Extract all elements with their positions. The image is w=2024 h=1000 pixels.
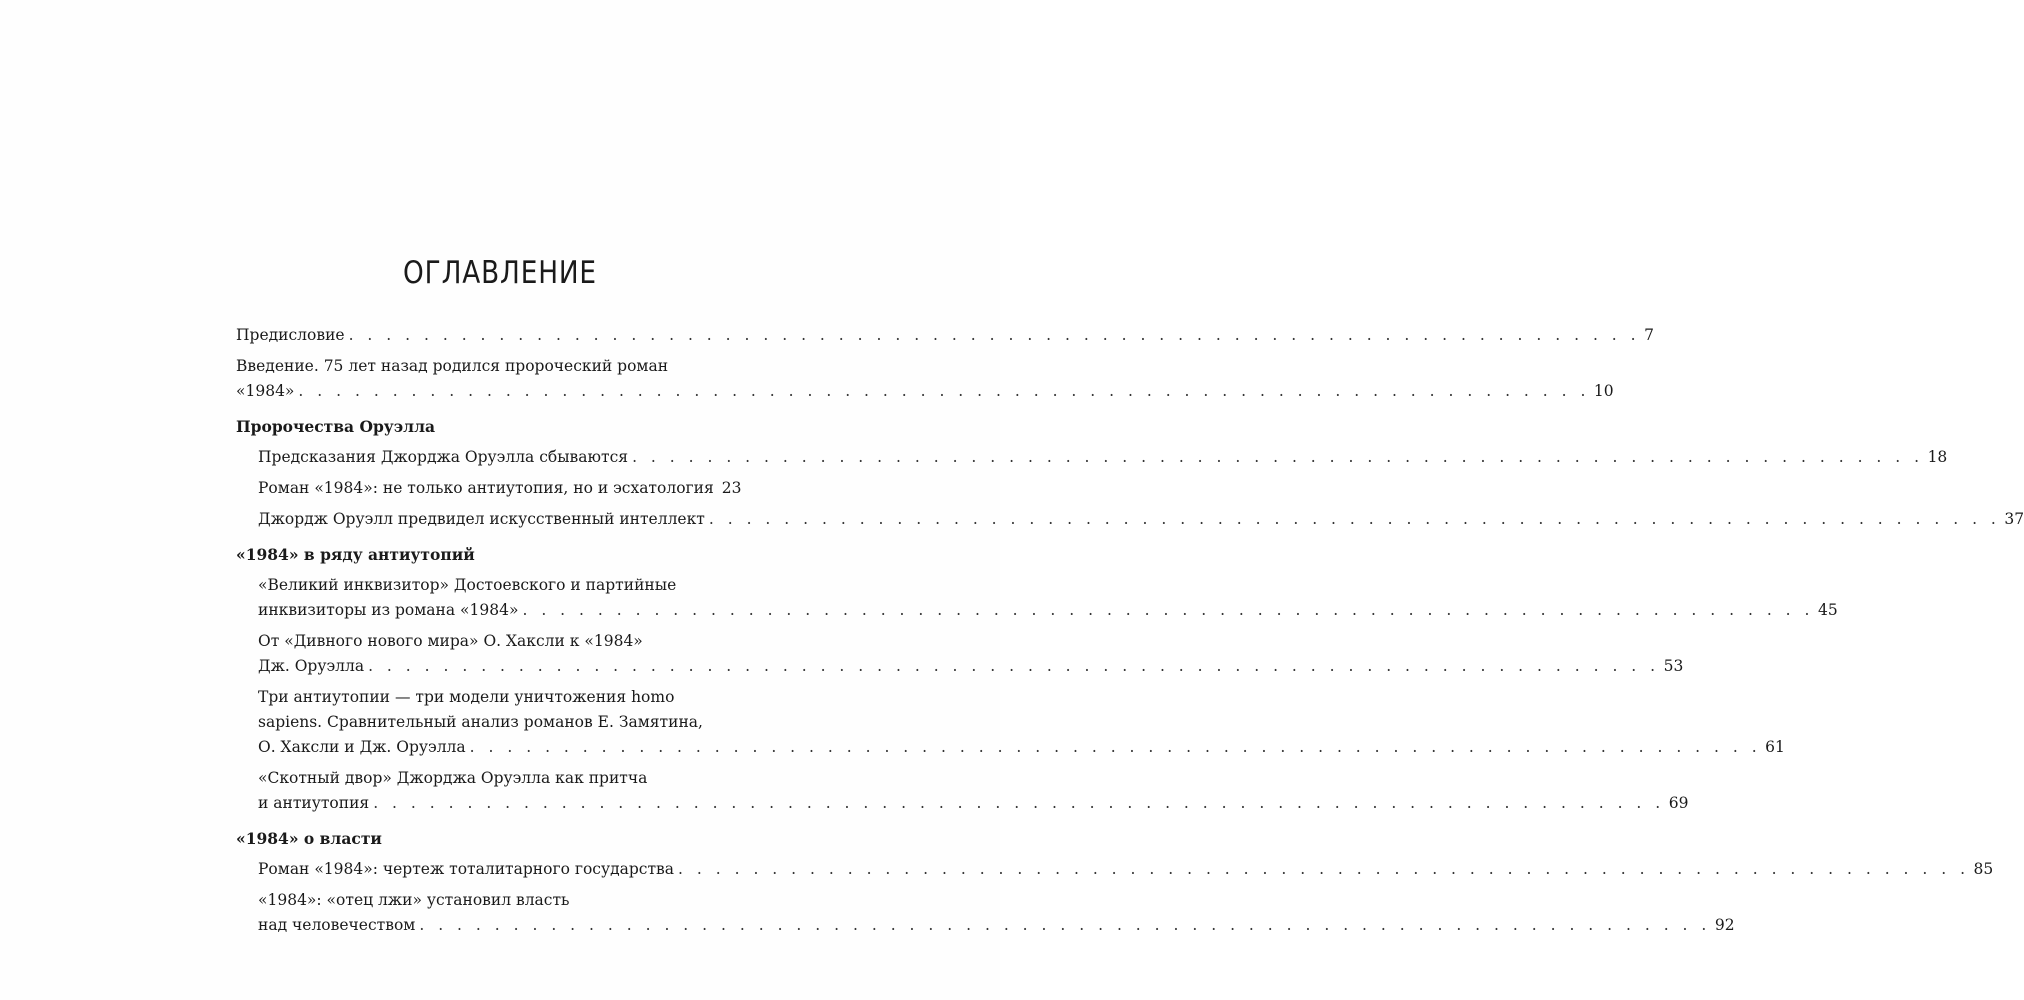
toc-entry-text: Роман «1984»: не только антиутопия, но и эсхатология [258,479,714,497]
toc-entry-last-line [236,379,1614,404]
dot-leader: . . . . . . . . . . . . . . . . . . . . . . . . . . . . . . . . . . . . . . . . . . . . . . . . . . . . . . . . . . . . . . . . . . . . . [348,326,1641,344]
page-number: 92 [1714,916,1735,934]
dot-leader: . . . . . . . . . . . . . . . . . . . . . . . . . . . . . . . . . . . . . . . . . . . . . . . . . . . . . . . . . . . . . . . . . . . . . [368,657,1660,675]
toc-entry-text: над человечеством [258,916,416,934]
toc-entry-text: Джордж Оруэлл предвидел искусственный интеллект [258,510,705,528]
toc-entry-last-line [258,913,1735,938]
toc-entry[interactable] [236,629,1684,679]
section-heading[interactable]: «1984» о власти [236,829,382,848]
toc-entry-text: «Скотный двор» Джорджа Оруэлла как притча [258,769,648,787]
toc-entry[interactable] [236,857,1994,882]
toc-entry-text: Роман «1984»: чертеж тоталитарного государства [258,860,675,878]
page-number: 7 [1644,326,1654,344]
toc-entry[interactable] [236,573,1838,623]
toc-entry-last-line [258,445,1948,470]
section-heading[interactable]: Пророчества Оруэлла [236,417,436,436]
toc-entry-last-line [258,791,1689,816]
toc-entry-text: «Великий инквизитор» Достоевского и партийные [258,576,677,594]
toc-entry-last-line [258,476,742,501]
dot-leader: . . . . . . . . . . . . . . . . . . . . . . . . . . . . . . . . . . . . . . . . . . . . . . . . . . . . . . . . . . . . . . . . . . . . . [678,860,1970,878]
toc-entry[interactable] [236,354,1614,404]
dot-leader: . . . . . . . . . . . . . . . . . . . . . . . . . . . . . . . . . . . . . . . . . . . . . . . . . . . . . . . . . . . . . . . . . . . . . [373,794,1665,812]
toc-entry-text: инквизиторы из романа «1984» [258,601,519,619]
toc-entry-text: «1984» [236,382,295,400]
toc-entry-text: О. Хаксли и Дж. Оруэлла [258,738,466,756]
toc-entry-last-line [258,654,1684,679]
page-number: 69 [1668,794,1689,812]
dot-leader: . . . . . . . . . . . . . . . . . . . . . . . . . . . . . . . . . . . . . . . . . . . . . . . . . . . . . . . . . . . . . . . . . . . . . [632,448,1924,466]
toc-entry[interactable] [236,888,1735,938]
page-number: 53 [1663,657,1684,675]
section-heading[interactable]: «1984» в ряду антиутопий [236,545,475,564]
toc-entry-text: От «Дивного нового мира» О. Хаксли к «1984» [258,632,643,650]
toc-entry-last-line [258,735,1785,760]
page-number: 10 [1593,382,1614,400]
toc-entry-text: Три антиутопии — три модели уничтожения homo [258,688,675,706]
toc-entry-text: Предисловие [236,326,345,344]
page-title: ОГЛАВЛЕНИЕ [403,255,597,291]
page-number: 85 [1973,860,1994,878]
dot-leader: . . . . . . . . . . . . . . . . . . . . . . . . . . . . . . . . . . . . . . . . . . . . . . . . . . . . . . . . . . . . . . . . . . . . . [708,510,2001,528]
table-of-contents [236,323,2024,944]
toc-entry-text: sapiens. Сравнительный анализ романов Е. Замятина, [258,713,703,731]
toc-entry-text: «1984»: «отец лжи» установил власть [258,891,570,909]
toc-entry-last-line [258,598,1838,623]
dot-leader: . . . . . . . . . . . . . . . . . . . . . . . . . . . . . . . . . . . . . . . . . . . . . . . . . . . . . . . . . . . . . . . . . . . . . [522,601,1814,619]
toc-entry-last-line [258,507,2024,532]
page-number: 45 [1817,601,1838,619]
dot-leader: . . . . . . . . . . . . . . . . . . . . . . . . . . . . . . . . . . . . . . . . . . . . . . . . . . . . . . . . . . . . . . . . . . . . . [298,382,1590,400]
page-number: 37 [2004,510,2024,528]
page-number: 18 [1927,448,1948,466]
page-number: 23 [721,479,742,497]
toc-entry-text: и антиутопия [258,794,370,812]
page-number: 61 [1765,738,1785,756]
toc-entry[interactable] [236,685,1785,760]
toc-entry-last-line [236,323,1654,348]
toc-entry[interactable] [236,507,2024,532]
toc-entry[interactable] [236,323,1654,348]
toc-entry-text: Дж. Оруэлла [258,657,365,675]
toc-entry-last-line [258,857,1994,882]
dot-leader: . . . . . . . . . . . . . . . . . . . . . . . . . . . . . . . . . . . . . . . . . . . . . . . . . . . . . . . . . . . . . . . . . . . . . [419,916,1711,934]
toc-entry-text: Введение. 75 лет назад родился пророческий роман [236,357,669,375]
dot-leader: . . . . . . . . . . . . . . . . . . . . . . . . . . . . . . . . . . . . . . . . . . . . . . . . . . . . . . . . . . . . . . . . . . . . . [469,738,1762,756]
toc-entry[interactable] [236,766,1689,816]
toc-entry[interactable] [236,445,1948,470]
toc-entry-text: Предсказания Джорджа Оруэлла сбываются [258,448,629,466]
toc-entry[interactable] [236,476,742,501]
